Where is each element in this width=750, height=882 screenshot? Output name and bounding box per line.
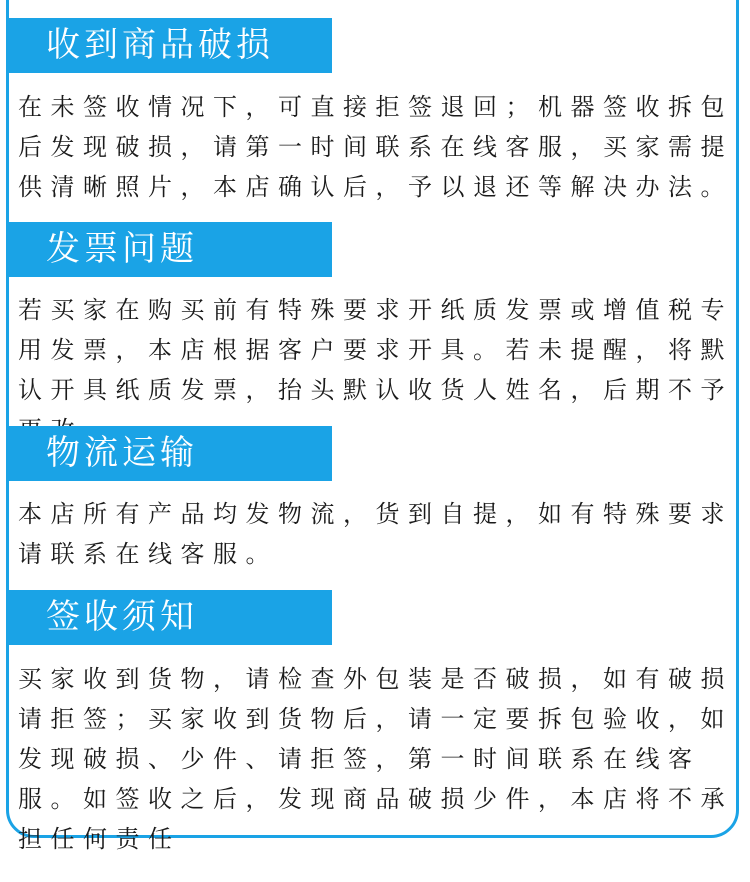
section-header-invoice: 发票问题	[6, 222, 332, 277]
section-body-damaged-goods: 在未签收情况下，可直接拒签退回；机器签收拆包后发现破损，请第一时间联系在线客服，买家需提供清晰照片，本店确认后，予以退还等解决办法。	[18, 93, 733, 201]
section-header-logistics: 物流运输	[6, 426, 332, 481]
section-body-logistics: 本店所有产品均发物流，货到自提，如有特殊要求请联系在线客服。	[18, 500, 733, 568]
section-header-receipt-notice: 签收须知	[6, 590, 332, 645]
section-body-receipt-notice: 买家收到货物，请检查外包装是否破损，如有破损请拒签；买家收到货物后，请一定要拆包验收，如发现破损、少件、请拒签，第一时间联系在线客服。如签收之后，发现商品破损少件，本店将不承担任何责任	[18, 665, 733, 853]
section-header-damaged-goods: 收到商品破损	[6, 18, 332, 73]
section-body-invoice: 若买家在购买前有特殊要求开纸质发票或增值税专用发票，本店根据客户要求开具。若未提醒，将默认开具纸质发票，抬头默认收货人姓名，后期不予	[18, 296, 733, 404]
